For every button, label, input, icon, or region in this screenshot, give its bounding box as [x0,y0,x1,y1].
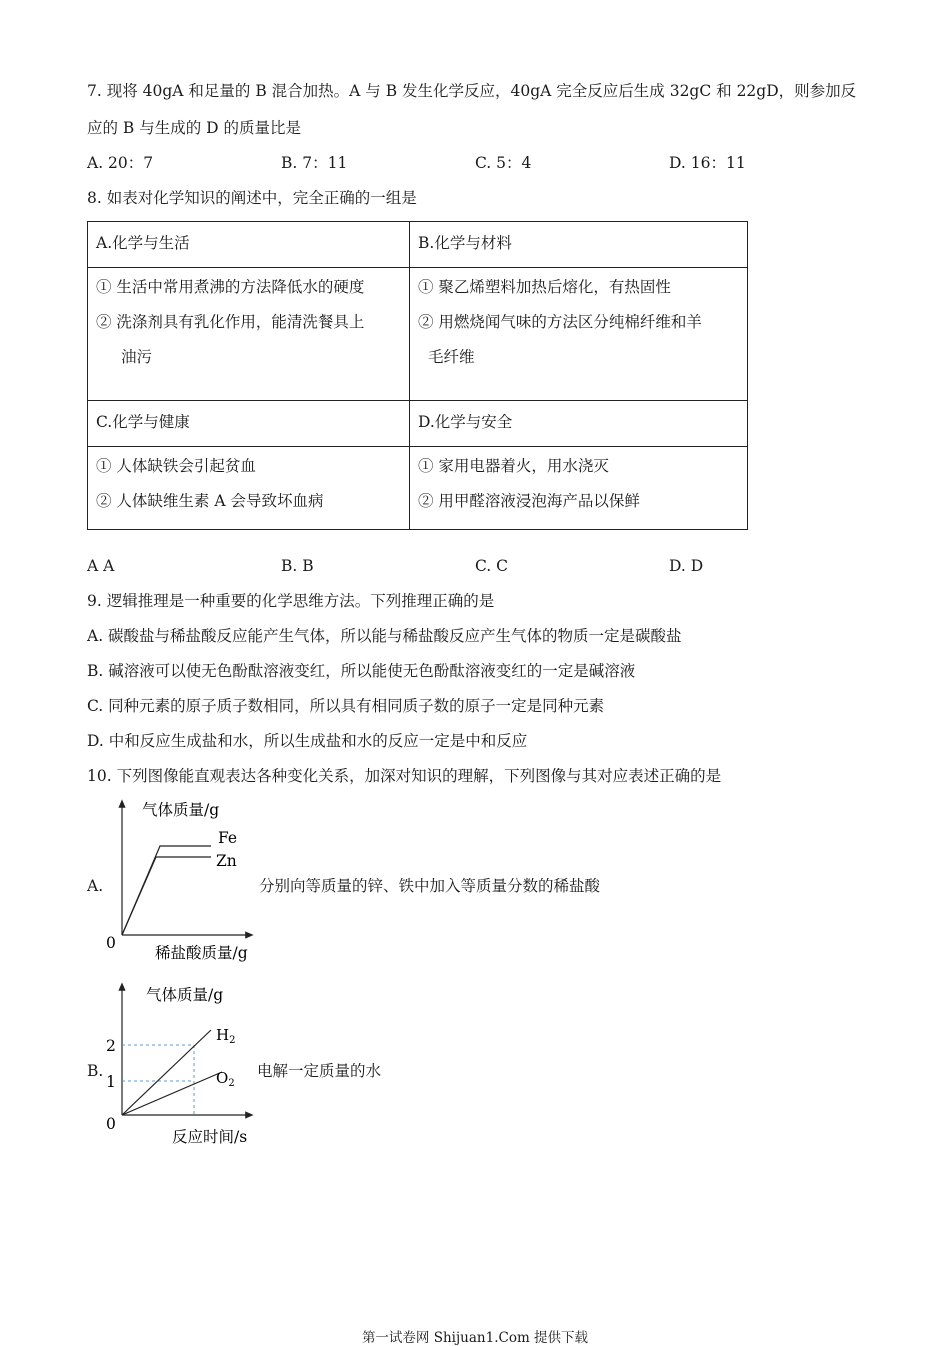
table-a-item-2-cont: 油污 [121,348,153,366]
table-d-item-2: ② 用甲醛溶液浸泡海产品以保鲜 [418,492,640,510]
b-tick-1: 1 [106,1073,116,1091]
q10-stem: 10. 下列图像能直观表达各种变化关系，加深对知识的理解，下列图像与其对应表述正确的是 [87,767,722,785]
q7-option-c: C. 5：4 [475,154,532,172]
q7-stem-line2: 应的 B 与生成的 D 的质量比是 [87,119,302,137]
q10-option-a-label: A. [87,877,104,895]
b-origin-label: 0 [106,1115,116,1133]
q10-option-a-desc: 分别向等质量的锌、铁中加入等质量分数的稀盐酸 [259,877,601,895]
b-tick-2: 2 [106,1037,116,1055]
q7-stem-line1: 7. 现将 40gA 和足量的 B 混合加热。A 与 B 发生化学反应，40gA 完全反应后生成 32gC 和 22gD，则参加反 [87,82,857,100]
q9-stem: 9. 逻辑推理是一种重要的化学思维方法。下列推理正确的是 [87,592,495,610]
table-b-item-2-cont: 毛纤维 [428,348,475,366]
table-cell-b-head: B.化学与材料 [410,222,748,268]
table-b-item-1: ① 聚乙烯塑料加热后熔化，有热固性 [418,278,671,296]
table-cell-c-head: C.化学与健康 [88,401,410,447]
q8-knowledge-table [87,221,748,530]
table-cell-a-body [88,268,410,401]
q7-option-b: B. 7：11 [281,154,348,172]
table-a-item-1: ① 生活中常用煮沸的方法降低水的硬度 [96,278,365,296]
page-footer: 第一试卷网 Shijuan1.Com 提供下载 [361,1330,589,1346]
table-cell-d-body [410,447,748,530]
q9-option-b: B. 碱溶液可以使无色酚酞溶液变红，所以能使无色酚酞溶液变红的一定是碱溶液 [87,662,636,680]
q9-option-d: D. 中和反应生成盐和水，所以生成盐和水的反应一定是中和反应 [87,732,528,750]
a-zn-line [122,857,211,935]
b-h2-line [122,1030,211,1115]
q10-option-b-label: B. [87,1062,104,1080]
a-fe-line [122,846,211,935]
q10-option-b-desc: 电解一定质量的水 [257,1062,382,1080]
table-cell-a-head: A.化学与生活 [88,222,410,268]
table-b-item-2: ② 用燃烧闻气味的方法区分纯棉纤维和羊 [418,313,702,331]
q10-b-graph [100,980,270,1150]
q10-a-graph [100,795,270,967]
a-x-label: 稀盐酸质量/g [155,944,248,962]
b-o2-label: $O_2$ [216,1069,235,1089]
q8-option-c: C. C [475,557,509,575]
q8-option-b: B. B [281,557,314,575]
b-h2-label: $H_2$ [216,1026,236,1046]
q7-option-a: A. 20：7 [87,154,154,172]
q7-option-d: D. 16：11 [669,154,746,172]
a-y-label: 气体质量/g [142,801,220,819]
q8-option-d: D. D [669,557,704,575]
b-x-label: 反应时间/s [172,1128,248,1146]
table-cell-b-body [410,268,748,401]
a-fe-label: Fe [218,829,238,847]
q8-stem: 8. 如表对化学知识的阐述中，完全正确的一组是 [87,189,417,207]
table-cell-c-body [88,447,410,530]
q9-option-c: C. 同种元素的原子质子数相同，所以具有相同质子数的原子一定是同种元素 [87,697,605,715]
q9-option-a: A. 碳酸盐与稀盐酸反应能产生气体，所以能与稀盐酸反应产生气体的物质一定是碳酸盐 [87,627,682,645]
a-origin-label: 0 [106,934,116,952]
q8-option-a: A A [87,557,115,575]
table-d-item-1: ① 家用电器着火，用水浇灭 [418,457,609,475]
table-cell-d-head: D.化学与安全 [410,401,748,447]
table-c-item-1: ① 人体缺铁会引起贫血 [96,457,256,475]
table-c-item-2: ② 人体缺维生素 A 会导致坏血病 [96,492,324,510]
a-zn-label: Zn [216,852,237,870]
b-y-label: 气体质量/g [146,986,224,1004]
table-a-item-2: ② 洗涤剂具有乳化作用，能清洗餐具上 [96,313,365,331]
b-o2-line [122,1072,222,1115]
